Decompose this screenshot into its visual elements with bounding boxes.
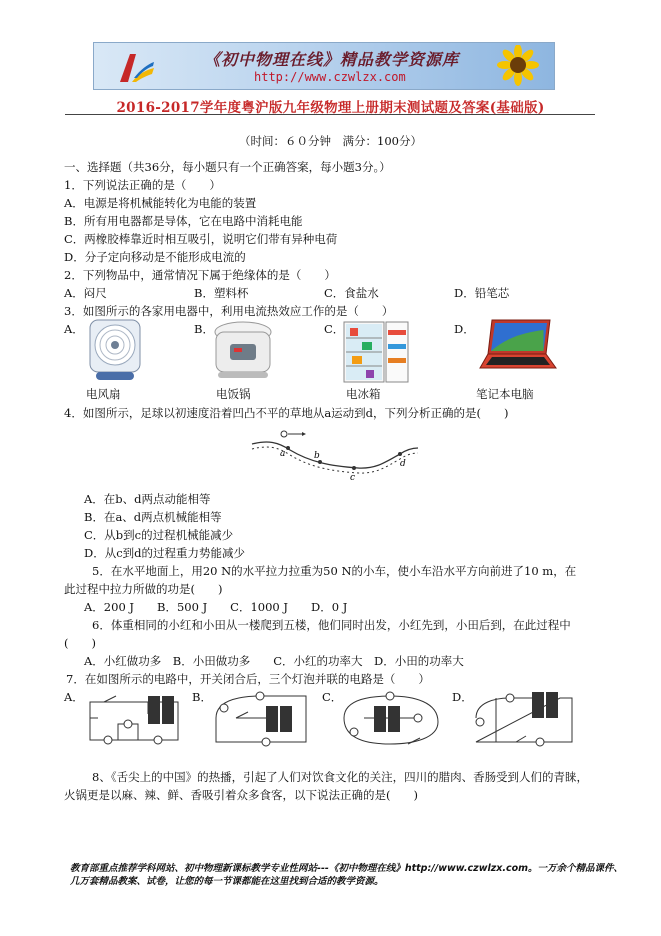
q5-options: A．200 J B．500 J C．1000 J D．0 J: [84, 600, 348, 614]
title-divider: [65, 114, 595, 115]
q8-stem-line2: 火锅更是以麻、辣、鲜、香吸引着众多食客，以下说法正确的是( ): [64, 788, 418, 802]
site-logo-icon: [116, 48, 156, 84]
q4-option-a: A．在b、d两点动能相等: [84, 492, 211, 506]
footer-line-1: 教育部重点推荐学科网站、初中物理新课标教学专业性网站---《初中物理在线》http://www.czwlzx.com。一万余个精品课件、: [70, 863, 624, 874]
q4-option-c: C．从b到c的过程机械能减少: [84, 528, 234, 542]
caption-refrigerator: 电冰箱: [346, 387, 381, 401]
q2-option-a: A．闷尺: [64, 286, 107, 300]
q1-option-d: D．分子定向移动是不能形成电流的: [64, 250, 246, 264]
football-trajectory-diagram: [250, 424, 420, 484]
q5-stem-line2: 此过程中拉力所做的功是( ): [64, 582, 223, 596]
q1-option-a: A．电源是将机械能转化为电能的装置: [64, 196, 257, 210]
point-label-b: b: [314, 451, 320, 461]
q4-stem: 4．如图所示，足球以初速度沿着凹凸不平的草地从a运动到d，下列分析正确的是( ): [64, 406, 509, 420]
caption-electric-fan: 电风扇: [86, 387, 121, 401]
electric-fan-image: [86, 318, 144, 384]
q2-option-b: B．塑料杯: [194, 286, 249, 300]
q1-option-c: C．两橡胶棒靠近时相互吸引，说明它们带有异种电荷: [64, 232, 338, 246]
circuit-diagram-a: [78, 688, 188, 752]
laptop-image: [478, 318, 558, 374]
q4-option-b: B．在a、d两点机械能相等: [84, 510, 222, 524]
point-label-d: d: [400, 459, 406, 469]
point-label-c: c: [350, 473, 356, 483]
q2-option-c: C．食盐水: [324, 286, 379, 300]
banner-title: 《初中物理在线》精品教学资源库: [204, 50, 460, 69]
page-footer: [70, 862, 623, 888]
q7-option-a: A．: [64, 690, 84, 704]
q7-option-b: B．: [192, 690, 212, 704]
refrigerator-image: [342, 318, 412, 384]
q1-option-b: B．所有用电器都是导体，它在电路中消耗电能: [64, 214, 303, 228]
caption-laptop: 笔记本电脑: [476, 387, 534, 401]
q3-option-c: C．: [324, 322, 345, 336]
q3-option-b: B．: [194, 322, 214, 336]
circuit-diagram-d: [466, 688, 580, 752]
q3-stem: 3．如图所示的各家用电器中，利用电流热效应工作的是（ ）: [64, 304, 394, 318]
section-heading: 一、选择题（共36分，每小题只有一个正确答案，每小题3分。）: [64, 160, 391, 174]
q2-stem: 2．下列物品中，通常情况下属于绝缘体的是（ ）: [64, 268, 336, 282]
page-title: 2016-2017学年度粤沪版九年级物理上册期末测试题及答案(基础版): [116, 100, 545, 116]
q6-options: A．小红做功多 B．小田做功多 C．小红的功率大 D．小田的功率大: [84, 654, 464, 668]
q7-option-c: C．: [322, 690, 343, 704]
q1-stem: 1．下列说法正确的是（ ）: [64, 178, 221, 192]
circuit-diagram-b: [206, 688, 316, 752]
q2-option-d: D．铅笔芯: [454, 286, 510, 300]
caption-rice-cooker: 电饭锅: [216, 387, 251, 401]
q3-option-a: A．: [64, 322, 84, 336]
exam-meta: （时间：６０分钟 满分：100分）: [239, 134, 422, 148]
site-banner: [93, 42, 555, 90]
q4-option-d: D．从c到d的过程重力势能减少: [84, 546, 246, 560]
point-label-a: a: [280, 449, 286, 459]
q6-stem-line2: ( ): [64, 636, 96, 650]
rice-cooker-image: [210, 318, 276, 384]
footer-line-2: 几万套精品教案、试卷，让您的每一节课都能在这里找到合适的教学资源。: [70, 876, 384, 887]
q8-stem-line1: 8、《舌尖上的中国》的热播，引起了人们对饮食文化的关注，四川的腊肉、香肠受到人们的青睐，: [92, 770, 589, 784]
sunflower-icon: [488, 45, 544, 89]
q7-stem: 7．在如图所示的电路中，开关闭合后，三个灯泡并联的电路是（ ）: [66, 672, 430, 686]
circuit-diagram-c: [334, 688, 446, 752]
q6-stem-line1: 6．体重相同的小红和小田从一楼爬到五楼，他们同时出发，小红先到，小田后到，在此过程中: [92, 618, 571, 632]
q7-option-d: D．: [452, 690, 473, 704]
banner-url[interactable]: http://www.czwlzx.com: [254, 70, 406, 84]
q5-stem-line1: 5．在水平地面上，用20 N的水平拉力拉重为50 N的小车，使小车沿水平方向前进了10 m，在: [92, 564, 577, 578]
q3-option-d: D．: [454, 322, 475, 336]
